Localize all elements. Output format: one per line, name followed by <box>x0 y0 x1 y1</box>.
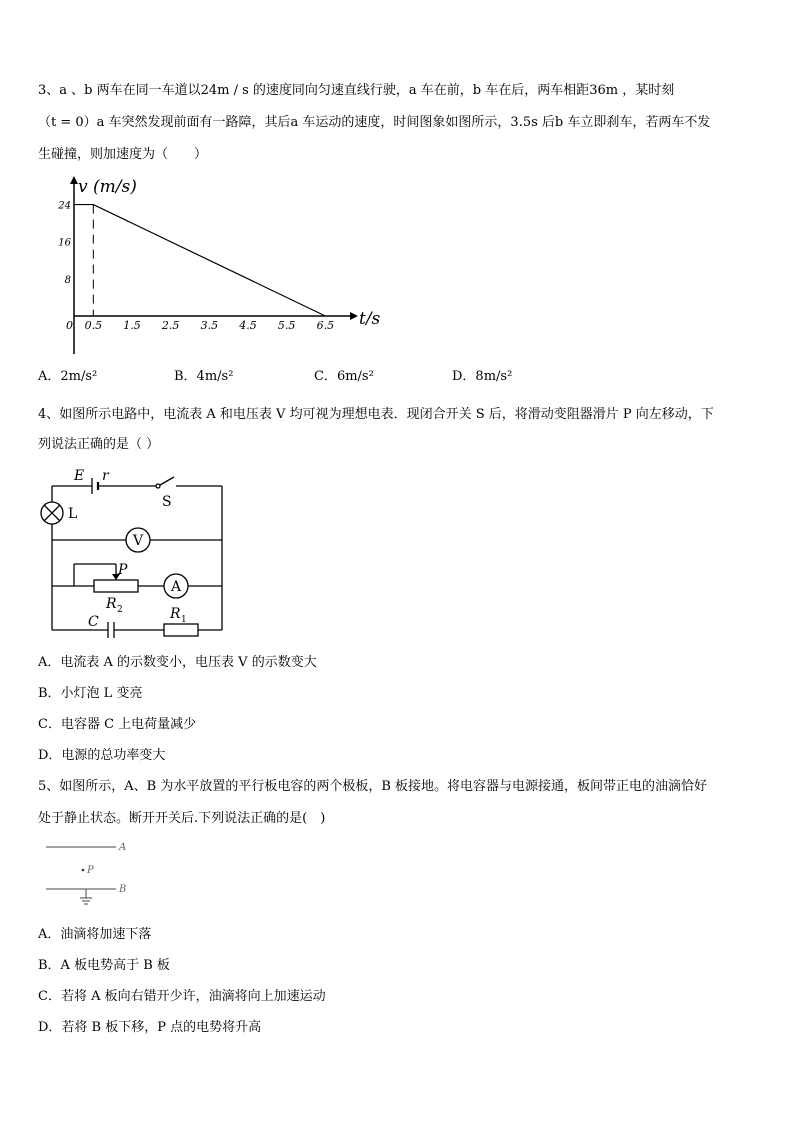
label-v: V <box>133 533 144 549</box>
q3-option-a[interactable]: A．2m/s² <box>38 369 98 384</box>
q4-option-d[interactable]: D．电源的总功率变大 <box>38 748 166 763</box>
q5-line-2: 处于静止状态。断开开关后.下列说法正确的是( ) <box>38 811 326 826</box>
q3-option-d[interactable]: D．8m/s² <box>452 369 513 384</box>
q5-option-d[interactable]: D．若将 B 板下移，P 点的电势将升高 <box>38 1020 262 1035</box>
x-tick-label: 1.5 <box>123 319 141 332</box>
label-a: A <box>171 579 182 595</box>
circuit-diagram <box>36 466 236 646</box>
point-p-label: P <box>87 865 94 876</box>
q4-option-a[interactable]: A．电流表 A 的示数变小，电压表 V 的示数变大 <box>38 655 317 670</box>
plate-a-label: A <box>119 842 127 853</box>
y-axis-label: v (m/s) <box>78 177 137 197</box>
q4-option-b[interactable]: B．小灯泡 L 变亮 <box>38 686 143 701</box>
x-tick-label: 2.5 <box>161 319 180 332</box>
x-axis-arrow <box>350 312 358 320</box>
label-r2-sub: 2 <box>117 605 123 615</box>
y-tick-label: 16 <box>58 237 71 249</box>
x-tick-label: 3.5 <box>200 319 219 332</box>
q4-line-2: 列说法正确的是（ ） <box>38 437 160 452</box>
x-tick-label: 0 <box>66 319 73 332</box>
q4-option-c[interactable]: C．电容器 C 上电荷量减少 <box>38 717 197 732</box>
label-s: S <box>162 494 172 510</box>
label-r: r <box>102 468 109 484</box>
q3-option-c[interactable]: C．6m/s² <box>314 369 374 384</box>
label-r2: R <box>106 596 117 612</box>
capacitor-plates-diagram <box>40 838 140 908</box>
q3-line-1: 3、a 、b 两车在同一车道以24m / s 的速度同向匀速直线行驶，a 车在前，b 车在后，两车相距36m ，某时刻 <box>38 83 675 98</box>
q5-option-b[interactable]: B．A 板电势高于 B 板 <box>38 958 170 973</box>
y-axis-arrow <box>70 176 78 184</box>
velocity-time-chart <box>50 172 400 357</box>
x-tick-label: 4.5 <box>239 319 257 332</box>
label-p: P <box>118 562 128 578</box>
q5-option-c[interactable]: C．若将 A 板向右错开少许，油滴将向上加速运动 <box>38 989 326 1004</box>
label-c: C <box>88 614 99 630</box>
label-l: L <box>68 506 78 522</box>
velocity-series-line <box>74 205 325 316</box>
label-r1: R <box>170 606 181 622</box>
q4-line-1: 4、如图所示电路中，电流表 A 和电压表 V 均可视为理想电表．现闭合开关 S 后，将滑动变阻器滑片 P 向左移动，下 <box>38 407 714 422</box>
q5-option-a[interactable]: A．油滴将加速下落 <box>38 927 152 942</box>
x-tick-label: 0.5 <box>84 319 103 332</box>
x-tick-label: 5.5 <box>277 319 296 332</box>
q5-line-1: 5、如图所示，A、B 为水平放置的平行板电容的两个极板，B 板接地。将电容器与电源接通，板间带正电的油滴恰好 <box>38 779 708 794</box>
x-axis-label: t/s <box>359 309 381 329</box>
q3-options <box>38 368 738 388</box>
y-tick-label: 24 <box>58 200 71 212</box>
plate-b-label: B <box>119 884 127 895</box>
q3-line-3: 生碰撞，则加速度为（ ） <box>38 147 208 162</box>
q3-option-b[interactable]: B．4m/s² <box>174 369 234 384</box>
label-e: E <box>74 468 85 484</box>
x-tick-label: 6.5 <box>316 319 335 332</box>
y-tick-label: 8 <box>64 274 71 286</box>
label-r1-sub: 1 <box>181 615 187 625</box>
q3-line-2: （t = 0）a 车突然发现前面有一路障，其后a 车运动的速度，时间图象如图所示，3.5s 后b 车立即刹车，若两车不发 <box>38 115 711 130</box>
